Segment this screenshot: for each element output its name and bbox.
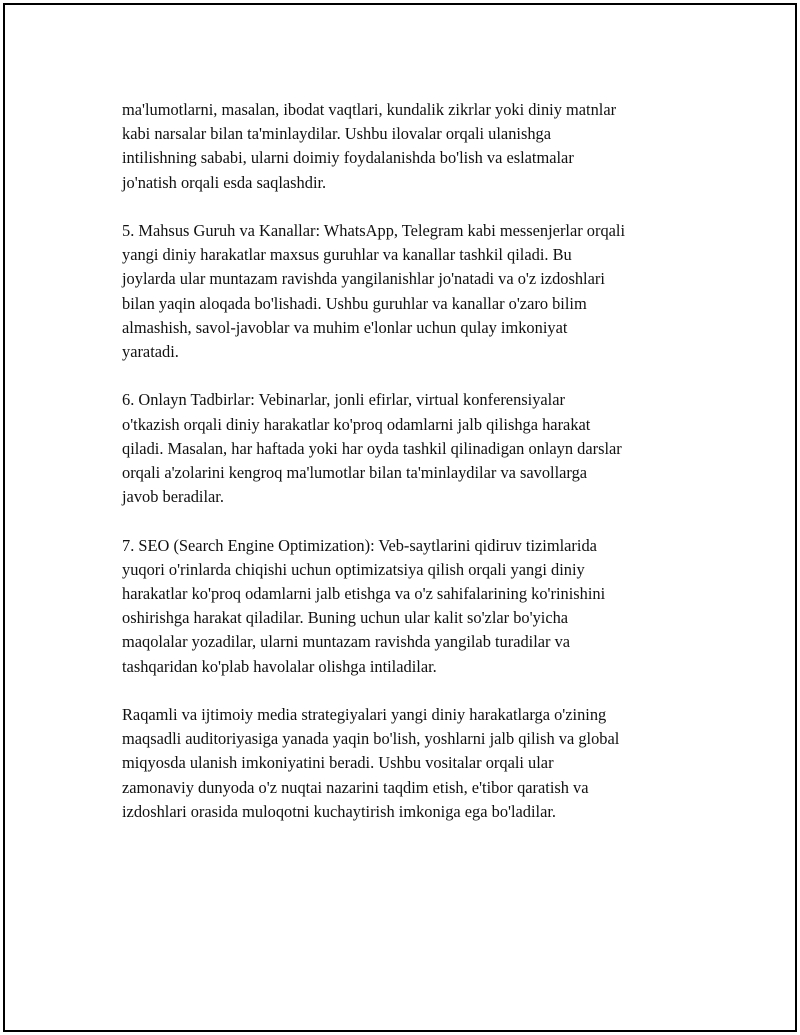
paragraph-groups-channels: 5. Mahsus Guruh va Kanallar: WhatsApp, Telegram kabi messenjerlar orqali yangi diniy harakatlar maxsus guruhlar va kanallar tashkil qiladi. Bu joylarda ular muntazam ravishda yangilanishlar jo'natadi va o'z izdoshlari bilan yaqin aloqada bo'lishadi. Ushbu guruhlar va kanallar o'zaro bilim almashish, savol-javoblar va muhim e'lonlar uchun qulay imkoniyat yaratadi. <box>122 221 626 362</box>
paragraph-continuation: ma'lumotlarni, masalan, ibodat vaqtlari, kundalik zikrlar yoki diniy matnlar kabi narsalar bilan ta'minlaydilar. Ushbu ilovalar orqali ulanishga intilishning sababi, ularni doimiy foydalanishda bo'lish va eslatmalar jo'natish orqali esda saqlashdir. <box>122 100 617 192</box>
paragraph-conclusion: Raqamli va ijtimoiy media strategiyalari yangi diniy harakatlarga o'zining maqsadli auditoriyasiga yanada yaqin bo'lish, yoshlarni jalb qilish va global miqyosda ulanish imkoniyatini beradi. Ushbu vositalar orqali ular zamonaviy dunyoda o'z nuqtai nazarini taqdim etish, e'tibor qaratish va izdoshlari orasida muloqotni kuchaytirish imkoniga ega bo'ladilar. <box>122 705 620 821</box>
page-frame <box>3 3 797 1032</box>
paragraph-online-events: 6. Onlayn Tadbirlar: Vebinarlar, jonli efirlar, virtual konferensiyalar o'tkazish orqali diniy harakatlar ko'proq odamlarni jalb qilishga harakat qiladi. Masalan, har haftada yoki har oyda tashkil qilinadigan onlayn darslar orqali a'zolarini kengroq ma'lumotlar bilan ta'minlaydilar va savollarga javob beradilar. <box>122 390 622 507</box>
document-body <box>122 98 702 848</box>
paragraph-seo: 7. SEO (Search Engine Optimization): Veb-saytlarini qidiruv tizimlarida yuqori o'rinlarda chiqishi uchun optimizatsiya qilish orqali yangi diniy harakatlar ko'proq odamlarni jalb etishga va o'z sahifalarining ko'rinishini oshirishga harakat qiladilar. Buning uchun ular kalit so'zlar bo'yicha maqolalar yozadilar, ularni muntazam ravishda yangilab turadilar va tashqaridan ko'plab havolalar olishga intiladilar. <box>122 535 606 676</box>
